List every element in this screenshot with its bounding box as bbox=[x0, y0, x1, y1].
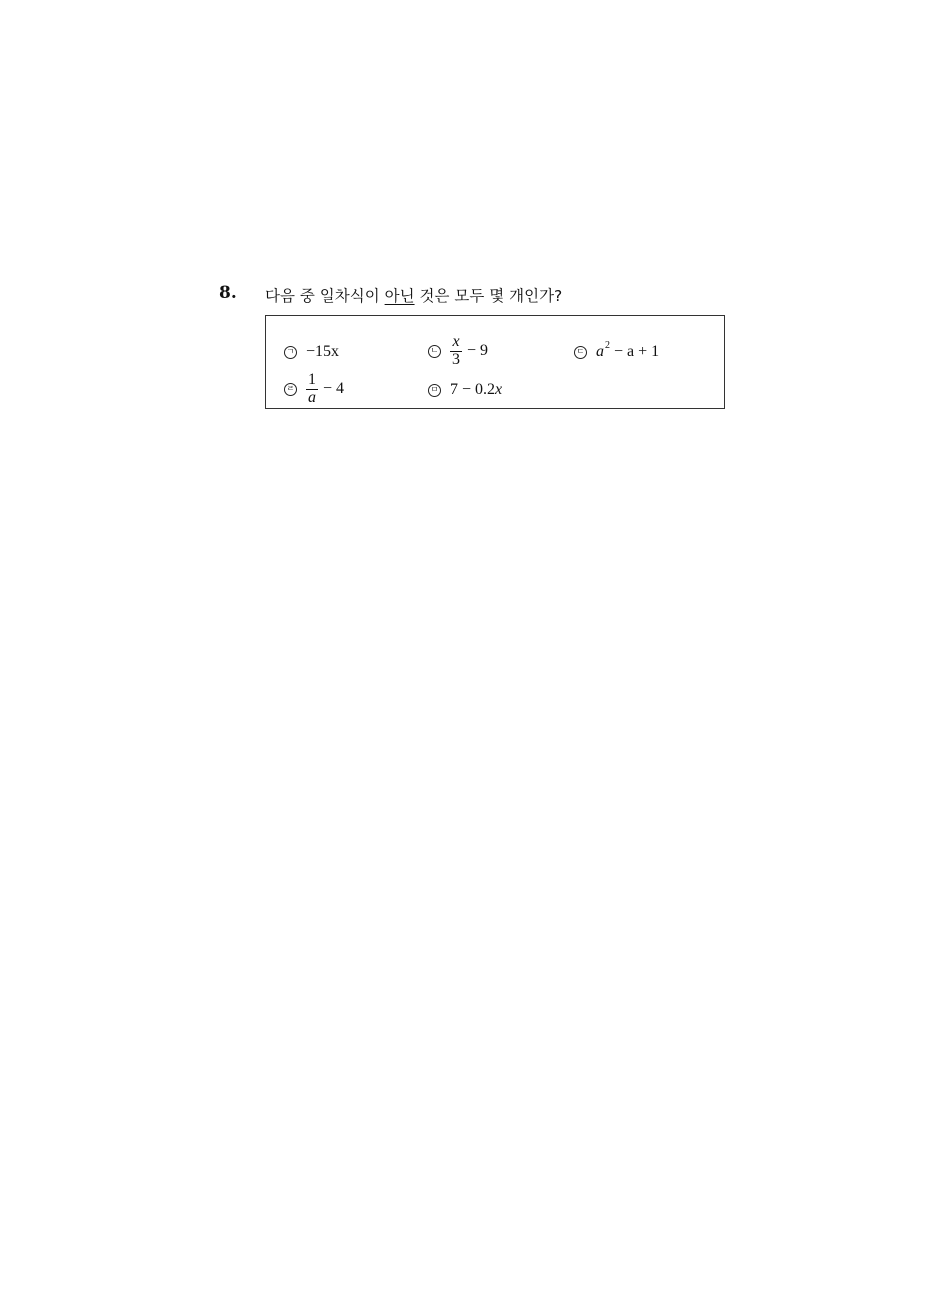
choice-4-numerator: 1 bbox=[308, 371, 316, 388]
choice-2-denominator: 3 bbox=[452, 350, 460, 368]
choice-2-expression bbox=[450, 334, 488, 369]
choice-1-marker: ㄱ bbox=[284, 346, 297, 359]
problem-number: 8. bbox=[219, 283, 237, 303]
choice-1 bbox=[284, 343, 339, 361]
choice-2 bbox=[428, 334, 488, 369]
choice-5-variable: x bbox=[495, 381, 503, 398]
choice-4-rest: − 4 bbox=[323, 380, 345, 398]
choice-5-marker: ㅁ bbox=[428, 384, 441, 397]
choice-5 bbox=[428, 381, 502, 399]
question-emphasis: 아닌 bbox=[384, 287, 415, 305]
choice-2-numerator: x bbox=[452, 333, 460, 350]
choice-3-marker: ㄷ bbox=[574, 346, 587, 359]
question-text bbox=[265, 284, 562, 306]
choice-3-exponent: 2 bbox=[605, 339, 610, 351]
choices-box bbox=[265, 315, 725, 409]
choice-3 bbox=[574, 339, 660, 361]
choice-3-rest: − a + 1 bbox=[614, 343, 660, 360]
choice-2-marker: ㄴ bbox=[428, 345, 441, 358]
choice-2-rest: − 9 bbox=[467, 342, 489, 360]
question-part-1: 다음 중 일차식이 bbox=[265, 287, 385, 305]
choice-4-marker: ㄹ bbox=[284, 383, 297, 396]
choice-4-fraction bbox=[306, 372, 318, 407]
choice-4-denominator: a bbox=[308, 388, 316, 406]
question-part-2: 것은 모두 몇 개인가? bbox=[414, 287, 563, 305]
choice-1-expression: −15x bbox=[306, 343, 340, 360]
choice-5-expression: 7 − 0.2 x bbox=[450, 381, 503, 398]
choice-2-fraction bbox=[450, 334, 462, 369]
choice-4-expression bbox=[306, 372, 344, 407]
choice-3-expression bbox=[596, 339, 660, 361]
choice-4 bbox=[284, 372, 344, 407]
choice-3-base: a bbox=[596, 343, 604, 360]
